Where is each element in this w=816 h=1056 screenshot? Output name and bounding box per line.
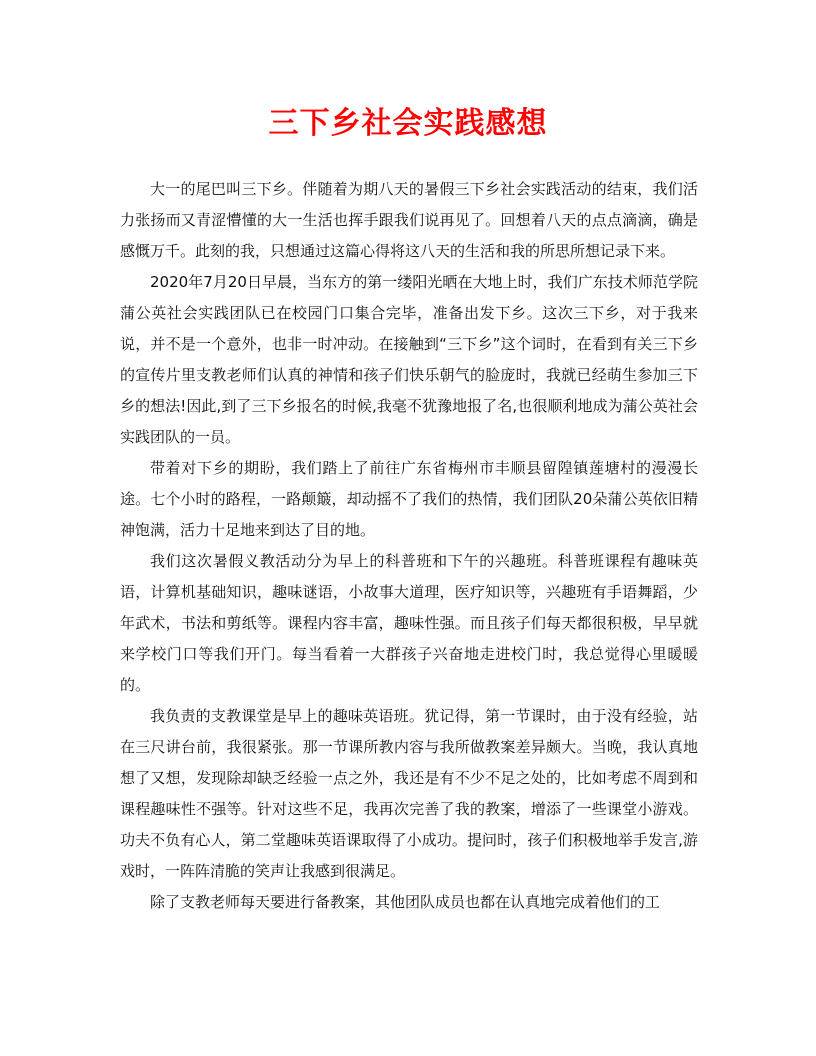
- paragraph-4: 我们这次暑假义教活动分为早上的科普班和下午的兴趣班。科普班课程有趣味英语，计算机基础知识，趣味谜语，小故事大道理，医疗知识等，兴趣班有手语舞蹈，少年武术，书法和剪纸等。课程内容丰富，趣味性强。而且孩子们每天都很积极，早早就来学校门口等我们开门。每当看着一大群孩子兴奋地走进校门时，我总觉得心里暖暖的。: [120, 552, 698, 694]
- paragraph-2: 2020年7月20日早晨，当东方的第一缕阳光晒在大地上时，我们广东技术师范学院蒲公英社会实践团队已在校园门口集合完毕，准备出发下乡。这次三下乡，对于我来说，并不是一个意外，也非一时冲动。在接触到“三下乡”这个词时，在看到有关三下乡的宣传片里支教老师们认真的神情和孩子们快乐朝气的脸庞时，我就已经萌生参加三下乡的想法!因此,到了三下乡报名的时候,我毫不犹豫地报了名,也很顺利地成为蒲公英社会实践团队的一员。: [120, 273, 698, 446]
- paragraph-1: 大一的尾巴叫三下乡。伴随着为期八天的暑假三下乡社会实践活动的结束，我们活力张扬而又青涩懵懂的大一生活也挥手跟我们说再见了。回想着八天的点点滴滴，确是感慨万千。此刻的我，只想通过这篇心得将这八天的生活和我的所思所想记录下来。: [120, 180, 698, 260]
- paragraph-6: 除了支教老师每天要进行备教案，其他团队成员也都在认真地完成着他们的工: [150, 893, 661, 911]
- paragraph-5: 我负责的支教课堂是早上的趣味英语班。犹记得，第一节课时，由于没有经验，站在三尺讲台前，我很紧张。那一节课所教内容与我所做教案差异颇大。当晚，我认真地想了又想，发现除却缺乏经验一点之外，我还是有不少不足之处的，比如考虑不周到和课程趣味性不强等。针对这些不足，我再次完善了我的教案，增添了一些课堂小游戏。功夫不负有心人，第二堂趣味英语课取得了小成功。提问时，孩子们积极地举手发言,游戏时，一阵阵清脆的笑声让我感到很满足。: [120, 707, 698, 880]
- document-title: 三下乡社会实践感想: [268, 106, 548, 141]
- document-body: [120, 174, 698, 918]
- paragraph-3: 带着对下乡的期盼，我们踏上了前往广东省梅州市丰顺县留隍镇莲塘村的漫漫长途。七个小时的路程，一路颠簸，却动摇不了我们的热情，我们团队20朵蒲公英依旧精神饱满，活力十足地来到达了目的地。: [120, 459, 698, 539]
